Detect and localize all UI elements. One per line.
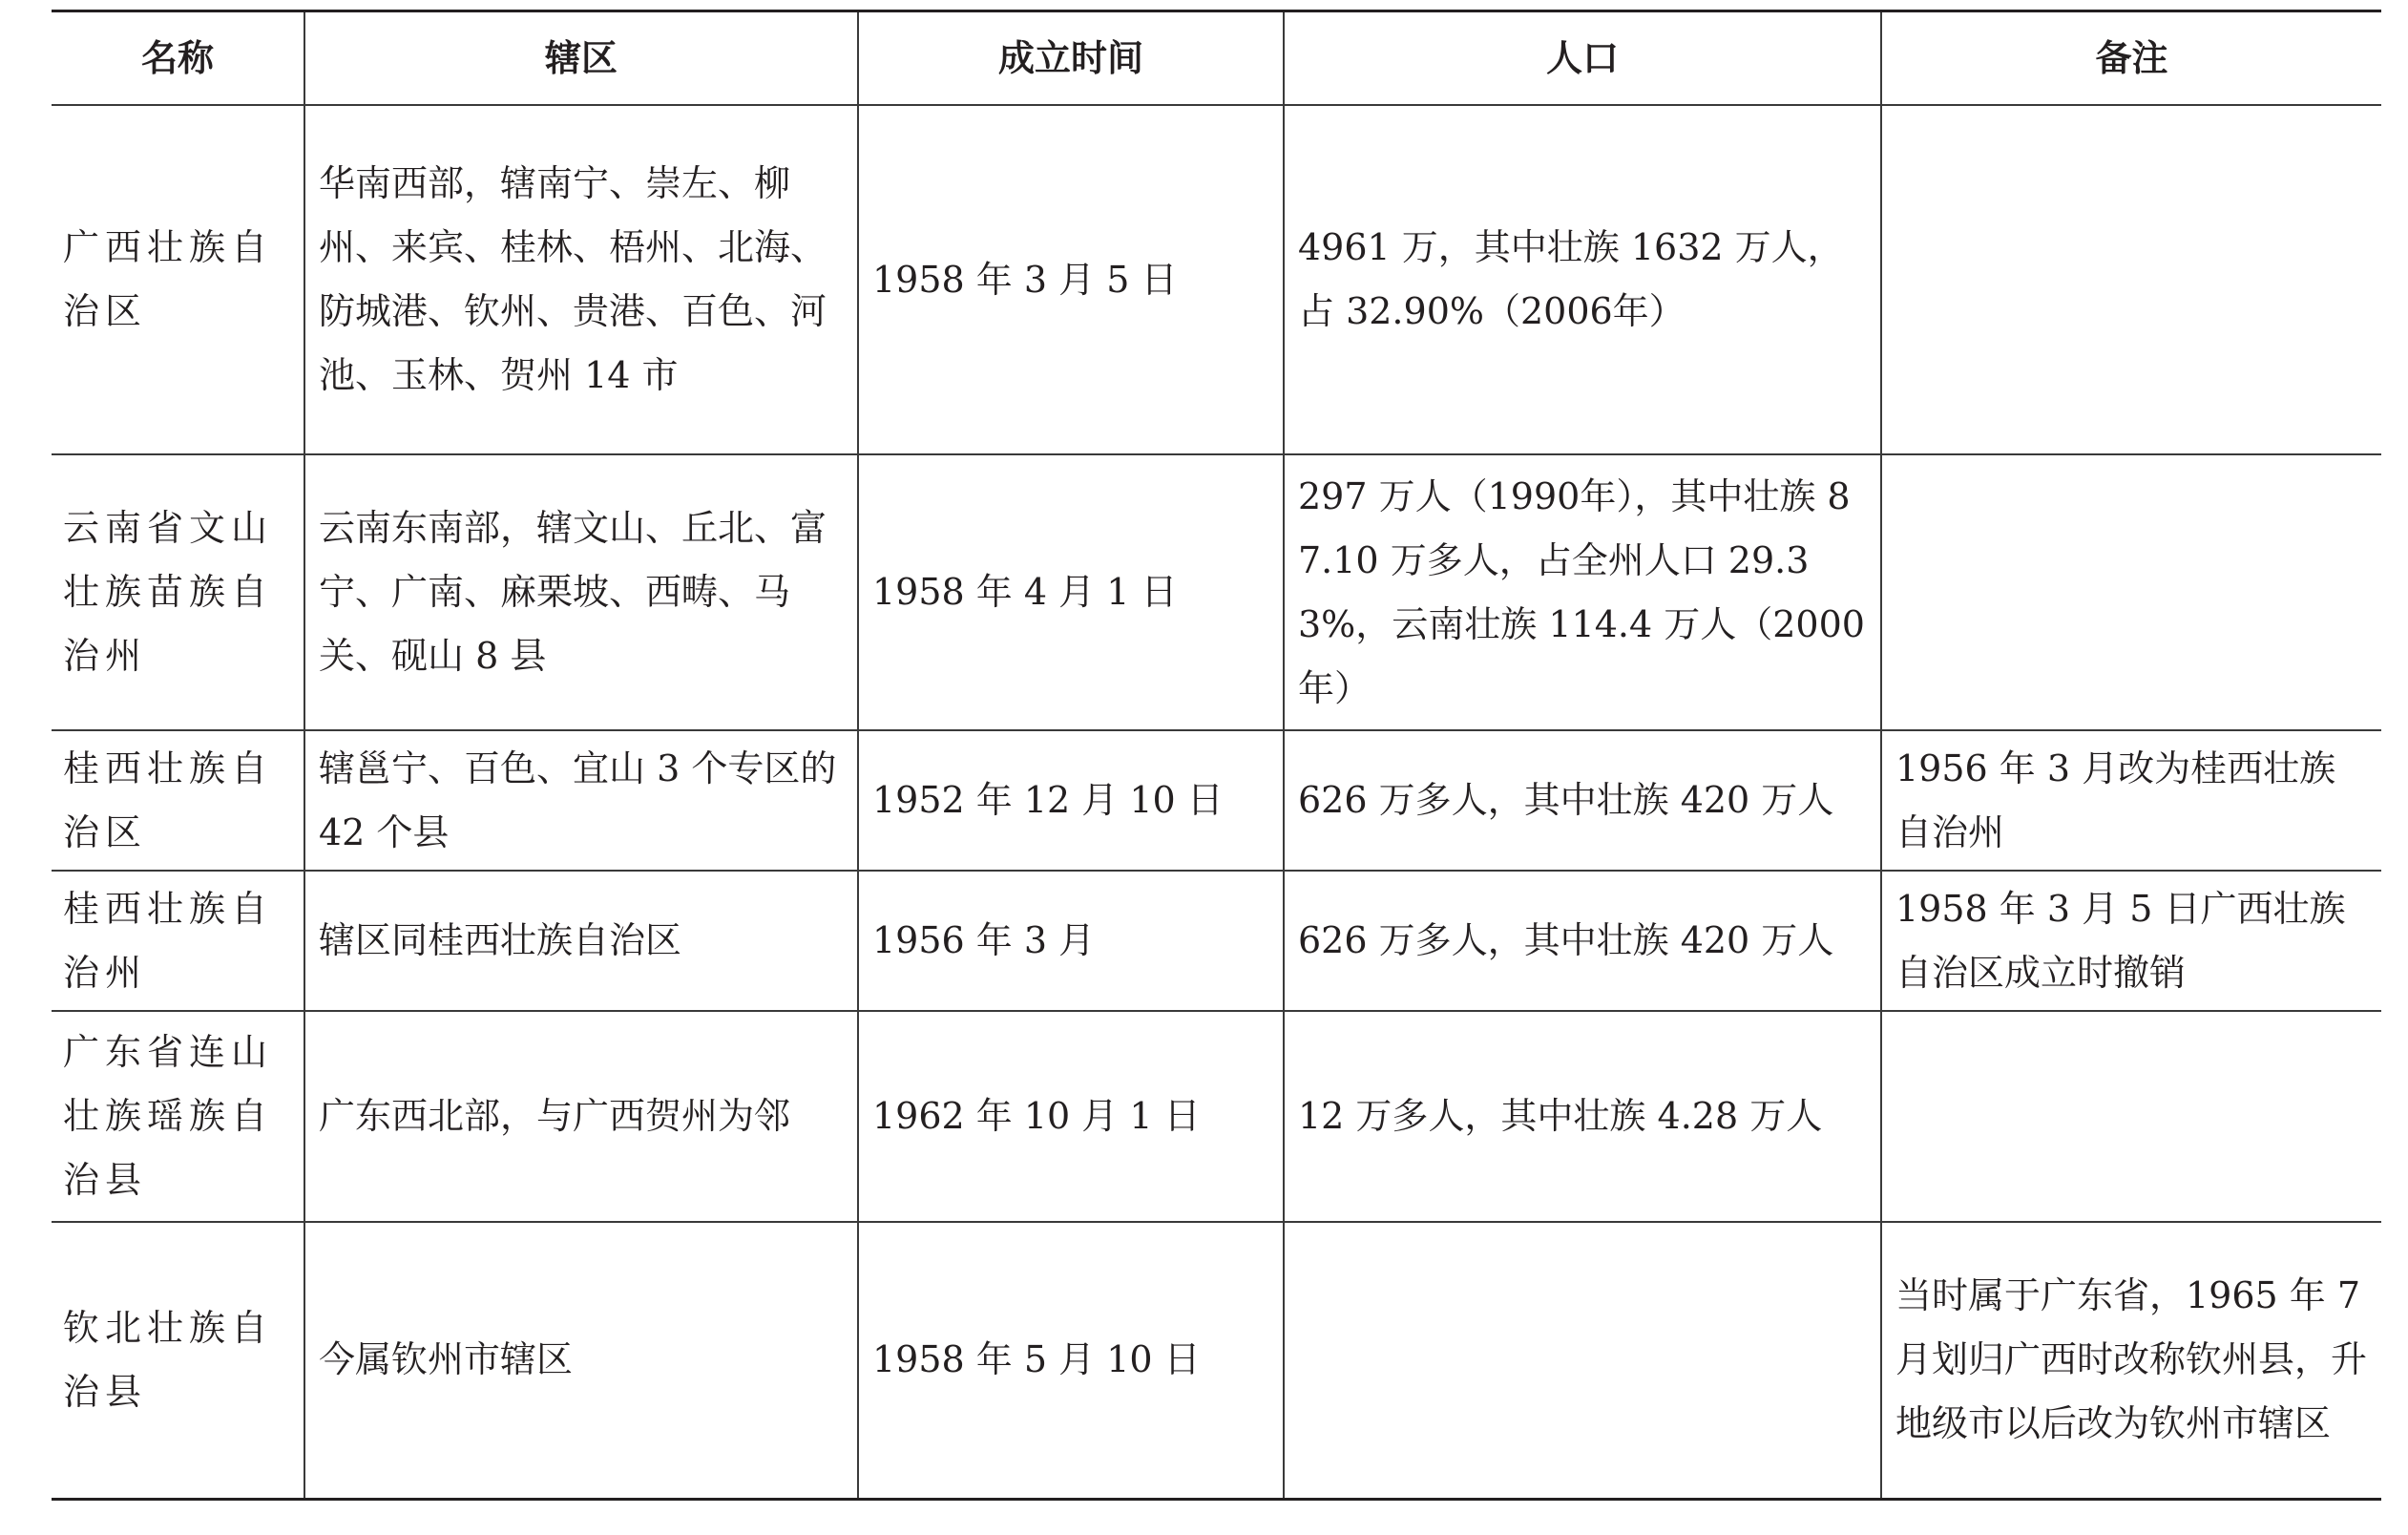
cell-population: 4961 万，其中壮族 1632 万人，占 32.90%（2006年） [1284, 105, 1881, 454]
cell-name: 云南省文山壮族苗族自治州 [52, 454, 304, 730]
cell-population: 297 万人（1990年），其中壮族 87.10 万多人，占全州人口 29.33%，云南壮族 114.4 万人（2000 年） [1284, 454, 1881, 730]
cell-population: 626 万多人，其中壮族 420 万人 [1284, 730, 1881, 871]
cell-remarks [1881, 1011, 2381, 1222]
header-population: 人口 [1284, 11, 1881, 106]
cell-established: 1958 年 5 月 10 日 [858, 1222, 1284, 1499]
cell-population: 626 万多人，其中壮族 420 万人 [1284, 871, 1881, 1011]
cell-name: 广西壮族自治区 [52, 105, 304, 454]
header-established: 成立时间 [858, 11, 1284, 106]
header-remarks: 备注 [1881, 11, 2381, 106]
cell-name: 桂西壮族自治区 [52, 730, 304, 871]
cell-jurisdiction: 辖区同桂西壮族自治区 [304, 871, 858, 1011]
header-jurisdiction: 辖区 [304, 11, 858, 106]
table-row [52, 454, 2381, 730]
table-row [52, 105, 2381, 454]
cell-jurisdiction: 云南东南部，辖文山、丘北、富宁、广南、麻栗坡、西畴、马关、砚山 8 县 [304, 454, 858, 730]
cell-remarks: 当时属于广东省，1965 年 7 月划归广西时改称钦州县，升地级市以后改为钦州市辖区 [1881, 1222, 2381, 1499]
cell-established: 1956 年 3 月 [858, 871, 1284, 1011]
cell-name: 钦北壮族自治县 [52, 1222, 304, 1499]
cell-established: 1952 年 12 月 10 日 [858, 730, 1284, 871]
header-name: 名称 [52, 11, 304, 106]
cell-name: 桂西壮族自治州 [52, 871, 304, 1011]
table-row [52, 871, 2381, 1011]
cell-population [1284, 1222, 1881, 1499]
cell-name: 广东省连山壮族瑶族自治县 [52, 1011, 304, 1222]
cell-established: 1962 年 10 月 1 日 [858, 1011, 1284, 1222]
cell-established: 1958 年 3 月 5 日 [858, 105, 1284, 454]
header-row [52, 11, 2381, 106]
cell-remarks: 1958 年 3 月 5 日广西壮族自治区成立时撤销 [1881, 871, 2381, 1011]
cell-jurisdiction: 广东西北部，与广西贺州为邻 [304, 1011, 858, 1222]
table-row [52, 730, 2381, 871]
cell-remarks: 1956 年 3 月改为桂西壮族自治州 [1881, 730, 2381, 871]
table-row [52, 1011, 2381, 1222]
cell-jurisdiction: 华南西部，辖南宁、崇左、柳州、来宾、桂林、梧州、北海、防城港、钦州、贵港、百色、河池、玉林、贺州 14 市 [304, 105, 858, 454]
table-row [52, 1222, 2381, 1499]
cell-remarks [1881, 454, 2381, 730]
cell-population: 12 万多人，其中壮族 4.28 万人 [1284, 1011, 1881, 1222]
cell-remarks [1881, 105, 2381, 454]
cell-jurisdiction: 辖邕宁、百色、宜山 3 个专区的 42 个县 [304, 730, 858, 871]
cell-jurisdiction: 今属钦州市辖区 [304, 1222, 858, 1499]
autonomous-regions-table [52, 10, 2381, 1501]
cell-established: 1958 年 4 月 1 日 [858, 454, 1284, 730]
